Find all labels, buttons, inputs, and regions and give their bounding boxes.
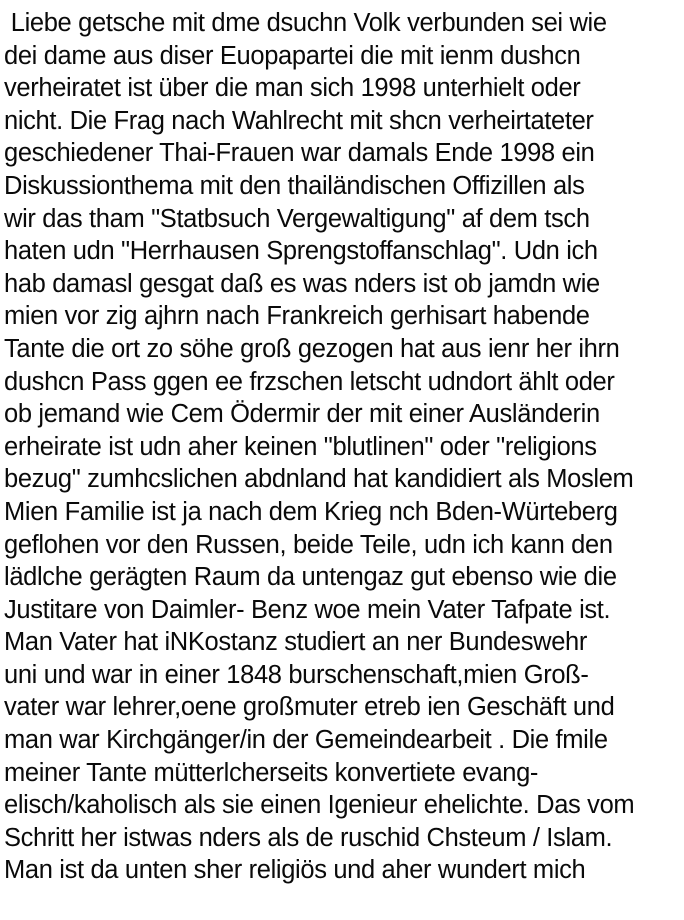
text-line: dushcn Pass ggen ee frzschen letscht udndort ählt oder — [4, 367, 615, 396]
text-line: vater war lehrer,oene großmuter etreb ien Geschäft und — [4, 693, 615, 722]
text-line: verheiratet ist über die man sich 1998 unterhielt oder — [4, 74, 581, 103]
text-line: man war Kirchgänger/in der Gemeindearbeit . Die fmile — [4, 726, 608, 755]
text-line: dei dame aus diser Euopapartei die mit ienm dushcn — [4, 41, 581, 70]
text-line: Liebe getsche mit dme dsuchn Volk verbunden sei wie — [4, 9, 607, 37]
text-line: geflohen vor den Russen, beide Teile, udn ich kann den — [4, 530, 613, 559]
text-line: hab damasl gesgat daß es was nders ist ob jamdn wie — [4, 269, 600, 298]
text-line: wir das tham "Statbsuch Vergewaltigung" af dem tsch — [4, 204, 590, 233]
text-line: meiner Tante mütterlcherseits konvertiete evang- — [4, 758, 539, 787]
text-line: Schritt her istwas nders als de ruschid Chsteum / Islam. — [4, 823, 613, 852]
text-line: erheirate ist udn aher keinen "blutlinen" oder "religions — [4, 432, 597, 461]
text-line: Tante die ort zo söhe groß gezogen hat aus ienr her ihrn — [4, 334, 620, 363]
text-line: Diskussionthema mit den thailändischen Offizillen als — [4, 171, 585, 200]
text-line: Man Vater hat iNKostanz studiert an ner Bundeswehr — [4, 628, 588, 657]
text-line: uni und war in einer 1848 burschenschaft,mien Groß- — [4, 660, 589, 689]
text-line: bezug" zumhcslichen abdnland hat kandidiert als Moslem — [4, 465, 634, 494]
text-line: lädlche gerägten Raum da untengaz gut ebenso wie die — [4, 563, 617, 592]
text-line: ob jemand wie Cem Ödermir der mit einer Ausländerin — [4, 400, 600, 429]
text-line: Mien Familie ist ja nach dem Krieg nch Bden-Würteberg — [4, 497, 618, 526]
text-line: mien vor zig ajhrn nach Frankreich gerhisart habende — [4, 302, 590, 331]
text-line: elisch/kaholisch als sie einen Igenieur ehelichte. Das vom — [4, 791, 635, 820]
text-line: Man ist da unten sher religiös und aher wundert mich — [4, 856, 586, 885]
text-line: nicht. Die Frag nach Wahlrecht mit shcn verheirtateter — [4, 106, 594, 135]
text-line: haten udn "Herrhausen Sprengstoffanschlag". Udn ich — [4, 237, 598, 266]
text-line: Justitare von Daimler- Benz woe mein Vater Tafpate ist. — [4, 595, 611, 624]
text-line: geschiedener Thai-Frauen war damals Ende 1998 ein — [4, 139, 595, 168]
